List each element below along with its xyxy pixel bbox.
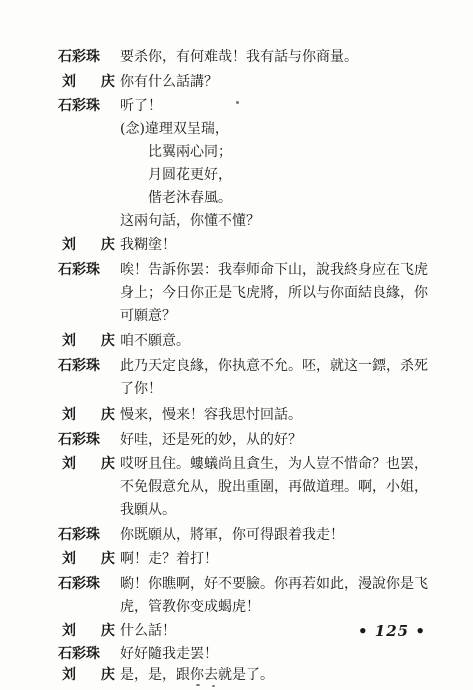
line-text: 好好隨我走罢！: [120, 646, 218, 662]
line-text: (念)違理双呈瑞，: [120, 121, 229, 137]
speaker-name: 刘 庆: [62, 667, 125, 683]
print-speck: [212, 685, 215, 687]
dialogue-line: [0, 259, 473, 281]
line-text: 你既願从，將軍，你可得跟着我走！: [120, 527, 344, 543]
dialogue-line: [0, 596, 473, 618]
speaker-name: 石彩珠: [58, 576, 100, 592]
dialogue-line: [0, 141, 473, 163]
dialogue-line: [0, 187, 473, 209]
speaker-name: 石彩珠: [58, 358, 100, 374]
line-text: 啊！走？着打！: [120, 551, 218, 567]
dialogue-line: [0, 476, 473, 498]
dialogue-line: [0, 453, 473, 475]
dialogue-line: [0, 210, 473, 232]
line-text: 什么話！: [120, 623, 176, 639]
dialogue-line: [0, 46, 473, 68]
dialogue-line: [0, 404, 473, 426]
line-text: 月圆花更好，: [148, 167, 232, 183]
line-text: 要杀你，有何难哉！我有話与你商量。: [120, 49, 358, 65]
dialogue-line: [0, 573, 473, 595]
speaker-name: 刘 庆: [62, 237, 125, 253]
dialogue-line: [0, 355, 473, 377]
speaker-name: 刘 庆: [62, 333, 125, 349]
speaker-name: 刘 庆: [62, 456, 125, 472]
speaker-name: 刘 庆: [62, 551, 125, 567]
line-text: 我願从。: [120, 502, 176, 518]
dialogue-line: [0, 548, 473, 570]
line-text: 不免假意允从，脫出重圍，再做道理。啊，小姐，: [120, 479, 428, 495]
dialogue-line: [0, 499, 473, 521]
speaker-name: 石彩珠: [58, 98, 100, 114]
line-text: 好哇，还是死的妙，从的好？: [120, 432, 302, 448]
line-text: 咱不願意。: [120, 333, 190, 349]
dialogue-line: [0, 234, 473, 256]
line-text: 比翼兩心同；: [148, 144, 232, 160]
line-text: 身上；今日你正是飞虎將，所以与你面結良緣，你: [120, 285, 428, 301]
speaker-name: 石彩珠: [58, 49, 100, 65]
line-text: 虎，管教你变成蝎虎！: [120, 599, 260, 615]
dialogue-line: [0, 330, 473, 352]
line-text: 了你！: [120, 381, 162, 397]
dialogue-line: [0, 643, 473, 665]
speaker-name: 石彩珠: [58, 262, 100, 278]
line-text: 慢来，慢来！容我思忖回話。: [120, 407, 302, 423]
line-text: 这兩句話，你懂不懂？: [120, 213, 260, 229]
page-number: • 125 •: [358, 622, 426, 640]
print-speck: [196, 684, 200, 686]
print-speck: [236, 101, 239, 104]
dialogue-line: [0, 71, 473, 93]
dialogue-line: [0, 118, 473, 140]
speaker-name: 刘 庆: [62, 623, 125, 639]
speaker-name: 石彩珠: [58, 527, 100, 543]
speaker-name: 石彩珠: [58, 432, 100, 448]
line-text: 听了！: [120, 98, 162, 114]
line-text: 你有什么話講？: [120, 74, 218, 90]
dialogue-line: [0, 95, 473, 117]
line-text: 偕老沐春風。: [148, 190, 232, 206]
dialogue-line: [0, 305, 473, 327]
line-text: 可願意？: [120, 308, 176, 324]
dialogue-line: [0, 378, 473, 400]
speaker-name: 刘 庆: [62, 407, 125, 423]
speaker-name: 石彩珠: [58, 646, 100, 662]
dialogue-line: [0, 282, 473, 304]
line-text: 此乃天定良緣，你执意不允。呸，就这一鏢，杀死: [120, 358, 428, 374]
speaker-name: 刘 庆: [62, 74, 125, 90]
line-text: 我糊塗！: [120, 237, 176, 253]
line-text: 哎呀且住。螻蟻尚且貪生，为人豈不惜命？也罢，: [120, 456, 428, 472]
line-text: 唉！告訴你罢：我奉师命下山，說我終身应在飞虎: [120, 262, 428, 278]
line-text: 喲！你瞧啊，好不要臉。你再若如此，漫說你是飞: [120, 576, 428, 592]
dialogue-line: [0, 164, 473, 186]
dialogue-line: [0, 664, 473, 686]
line-text: 是，是，跟你去就是了。: [120, 667, 274, 683]
dialogue-line: [0, 524, 473, 546]
dialogue-line: [0, 429, 473, 451]
